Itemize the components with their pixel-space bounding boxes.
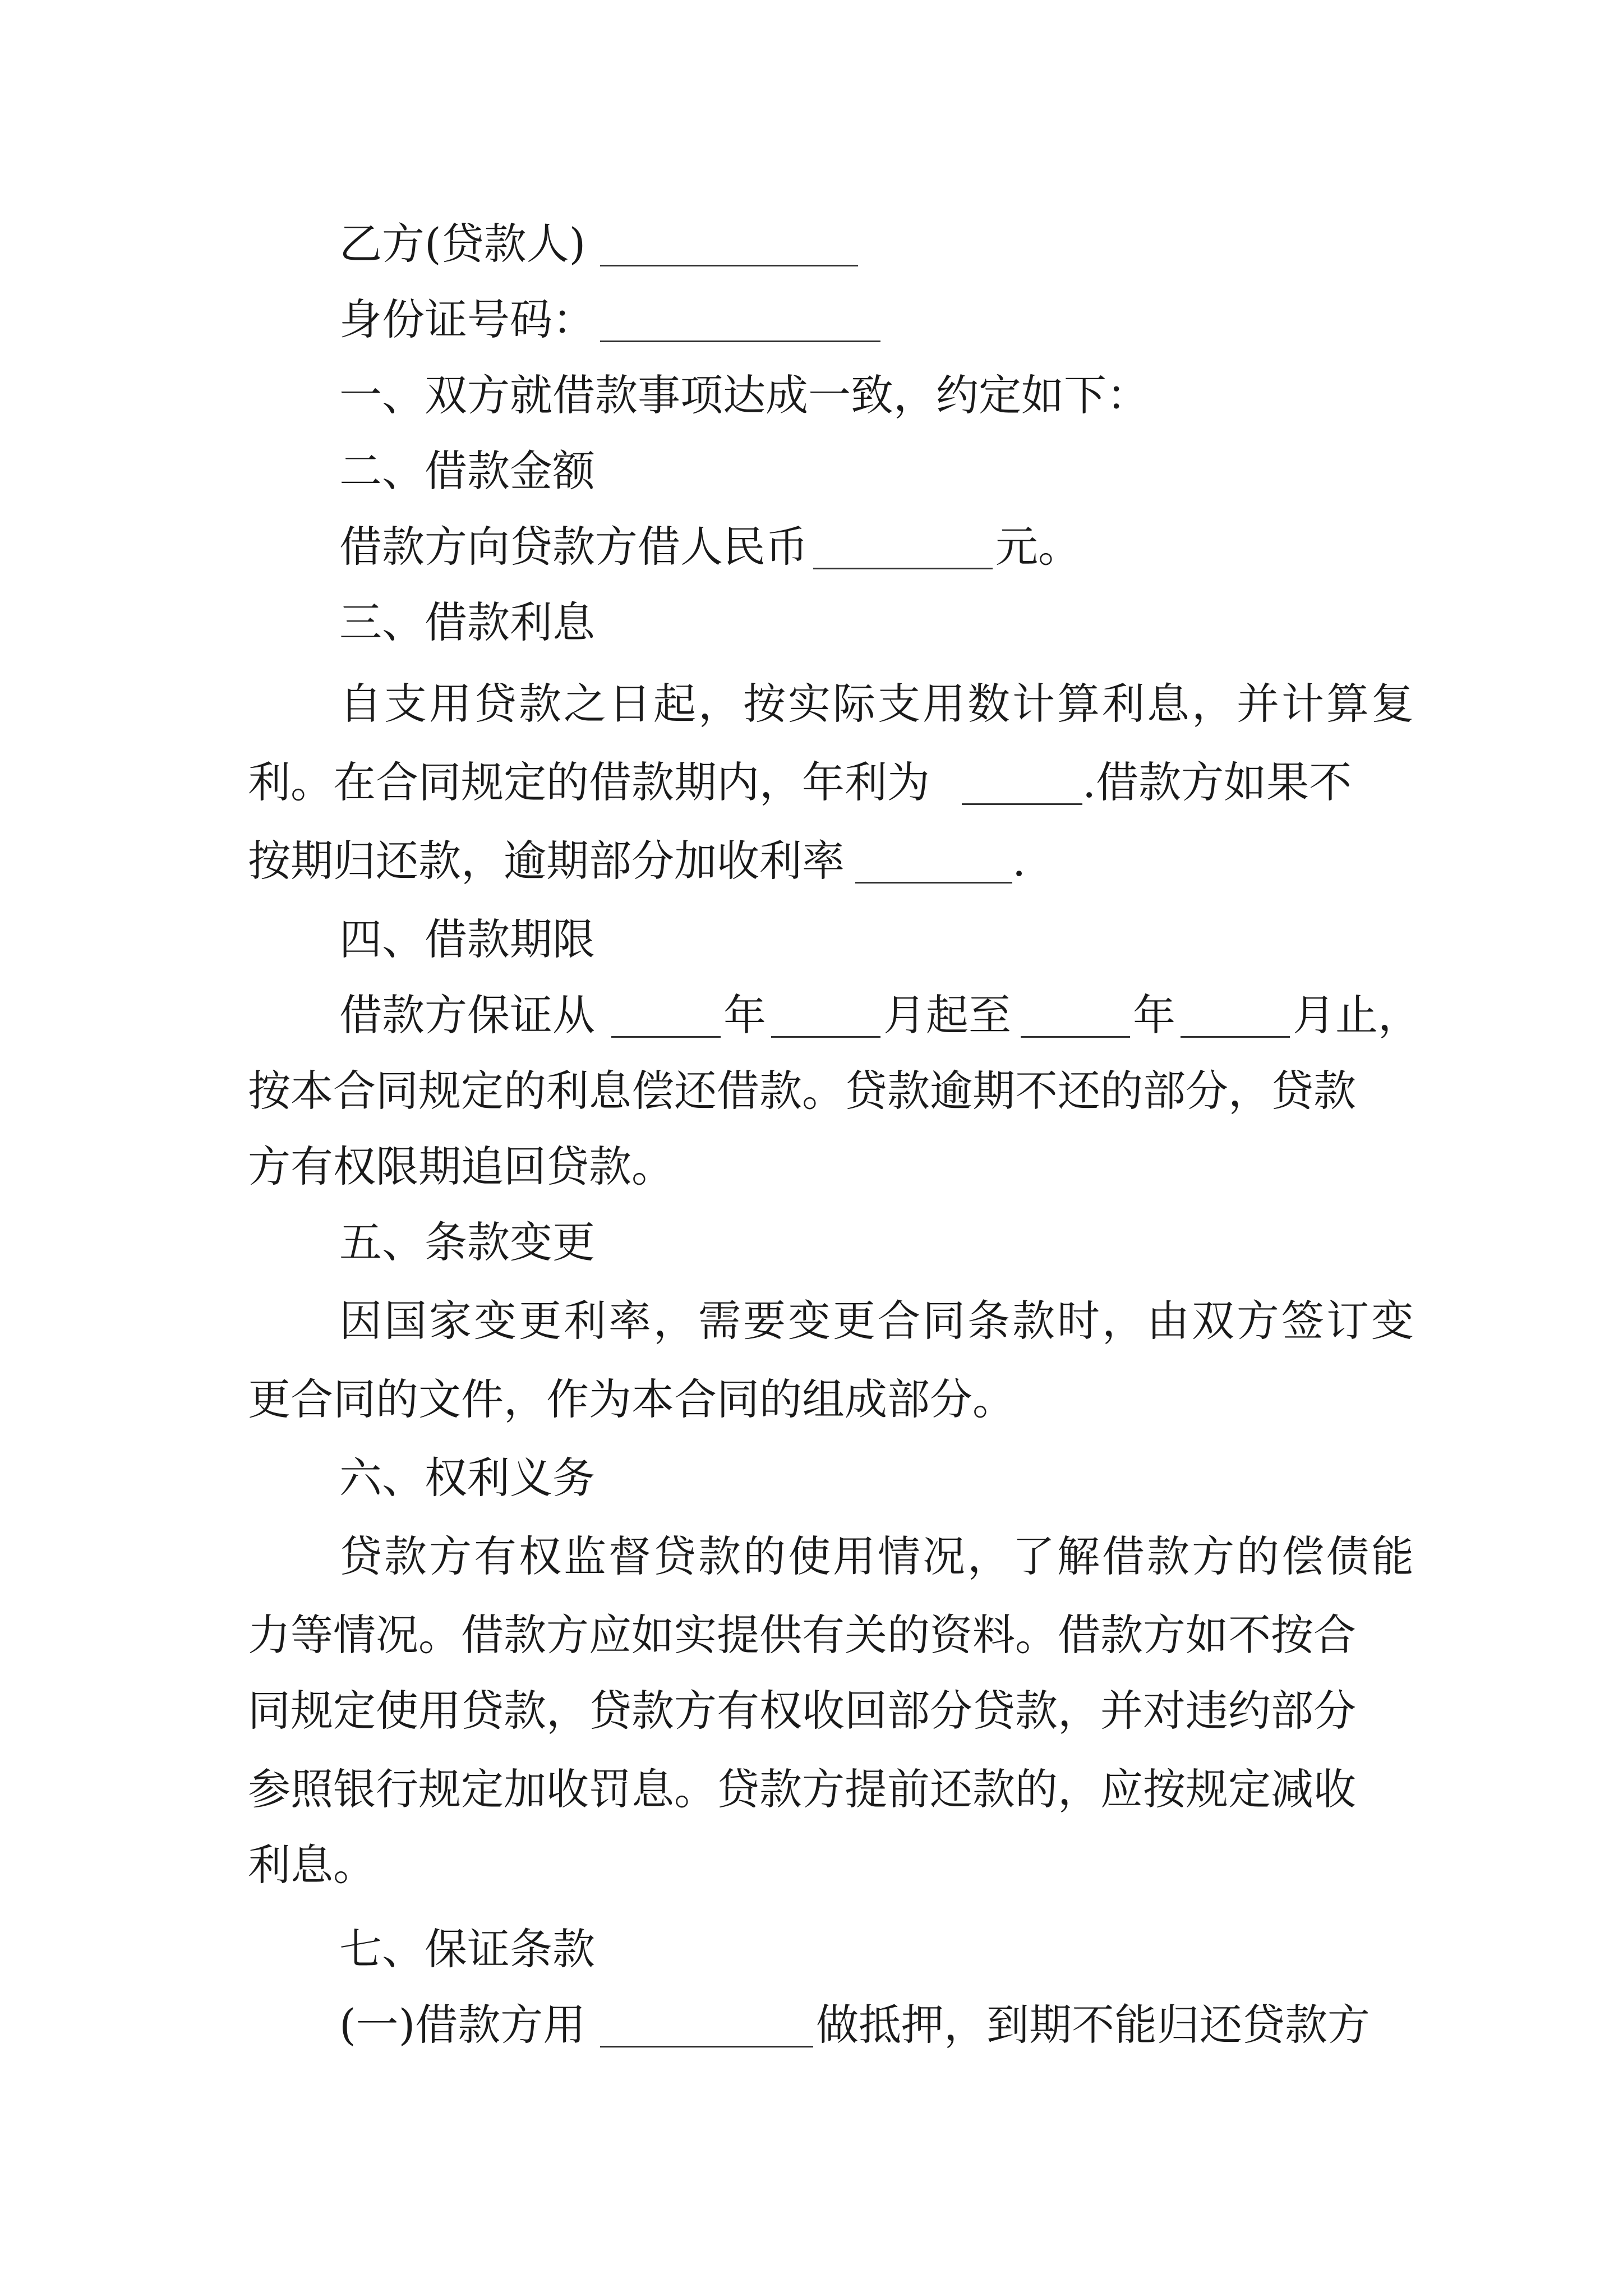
rights-text-4: 参照银行规定加收罚息。贷款方提前还款的，应按规定减收 <box>248 1764 1356 1814</box>
end-month-blank[interactable] <box>1181 996 1290 1038</box>
term-text-1b: 月起至 <box>883 990 1011 1040</box>
heading-4 <box>0 898 1623 982</box>
heading-6 <box>0 1436 1623 1520</box>
clause-1-line <box>0 353 1623 438</box>
id-number-blank[interactable] <box>600 300 880 342</box>
guarantee-line-1 <box>0 1983 1623 2067</box>
rights-text-1: 贷款方有权监督贷款的使用情况，了解借款方的偿债能 <box>339 1531 1416 1581</box>
interest-line-3 <box>0 819 1623 903</box>
rights-line-5 <box>0 1823 1623 1907</box>
end-year-blank[interactable] <box>1021 996 1130 1038</box>
heading-7-text: 七、保证条款 <box>339 1924 595 1974</box>
party-b-label: 乙方(贷款人) <box>339 219 586 269</box>
heading-2-text: 二、借款金额 <box>339 446 595 496</box>
interest-rate-blank[interactable] <box>962 763 1082 805</box>
interest-line-2 <box>0 740 1623 825</box>
amount-line <box>0 505 1623 589</box>
amount-label: 借款方向贷款方借人民币 <box>339 522 808 572</box>
party-b-blank[interactable] <box>600 224 858 266</box>
id-number-label: 身份证号码： <box>339 295 595 344</box>
term-text-1c: 月止， <box>1293 990 1421 1040</box>
heading-3 <box>0 581 1623 665</box>
change-text-1: 因国家变更利率，需要变更合同条款时，由双方签订变 <box>339 1296 1416 1346</box>
term-line-2 <box>0 1049 1623 1133</box>
start-month-blank[interactable] <box>771 996 880 1038</box>
party-b-line <box>0 202 1623 286</box>
collateral-blank[interactable] <box>600 2005 813 2047</box>
change-text-2: 更合同的文件，作为本合同的组成部分。 <box>248 1374 1015 1424</box>
guarantee-text-1b: 做抵押，到期不能归还贷款方 <box>816 2000 1370 2050</box>
heading-2 <box>0 429 1623 513</box>
heading-3-text: 三、借款利息 <box>339 597 595 647</box>
change-line-2 <box>0 1358 1623 1442</box>
heading-5 <box>0 1200 1623 1285</box>
change-line-1 <box>0 1279 1623 1363</box>
term-year-2: 年 <box>1133 990 1175 1040</box>
term-year-1: 年 <box>723 990 766 1040</box>
rights-line-1 <box>0 1515 1623 1599</box>
amount-unit: 元。 <box>995 522 1081 572</box>
id-number-line <box>0 278 1623 362</box>
start-year-blank[interactable] <box>611 996 721 1038</box>
interest-text-3b: . <box>1012 836 1026 886</box>
rights-line-4 <box>0 1747 1623 1832</box>
interest-text-2b: .借款方如果不 <box>1082 757 1352 807</box>
heading-6-text: 六、权利义务 <box>339 1453 595 1503</box>
rights-text-2: 力等情况。借款方应如实提供有关的资料。借款方如不按合 <box>248 1610 1356 1660</box>
interest-text-1: 自支用贷款之日起，按实际支用数计算利息，并计算复 <box>339 679 1416 729</box>
heading-7 <box>0 1907 1623 1991</box>
interest-line-1 <box>0 662 1623 746</box>
term-text-3: 方有权限期追回贷款。 <box>248 1142 674 1191</box>
overdue-rate-blank[interactable] <box>855 841 1012 884</box>
rights-text-5: 利息。 <box>248 1840 376 1890</box>
heading-5-text: 五、条款变更 <box>339 1217 595 1267</box>
rights-text-3: 同规定使用贷款，贷款方有权收回部分贷款，并对违约部分 <box>248 1686 1356 1736</box>
heading-4-text: 四、借款期限 <box>339 914 595 964</box>
rights-line-2 <box>0 1593 1623 1677</box>
rights-line-3 <box>0 1669 1623 1753</box>
guarantee-text-1a: (一)借款方用 <box>339 2000 586 2050</box>
interest-text-2a: 利。在合同规定的借款期内，年利为 <box>248 757 930 807</box>
interest-text-3a: 按期归还款，逾期部分加收利率 <box>248 836 845 886</box>
clause-1-text: 一、双方就借款事项达成一致，约定如下： <box>339 370 1149 420</box>
term-line-3 <box>0 1125 1623 1209</box>
term-line-1 <box>0 973 1623 1057</box>
amount-blank[interactable] <box>813 527 993 569</box>
term-text-1a: 借款方保证从 <box>339 990 595 1040</box>
term-text-2: 按本合同规定的利息偿还借款。贷款逾期不还的部分，贷款 <box>248 1066 1356 1116</box>
